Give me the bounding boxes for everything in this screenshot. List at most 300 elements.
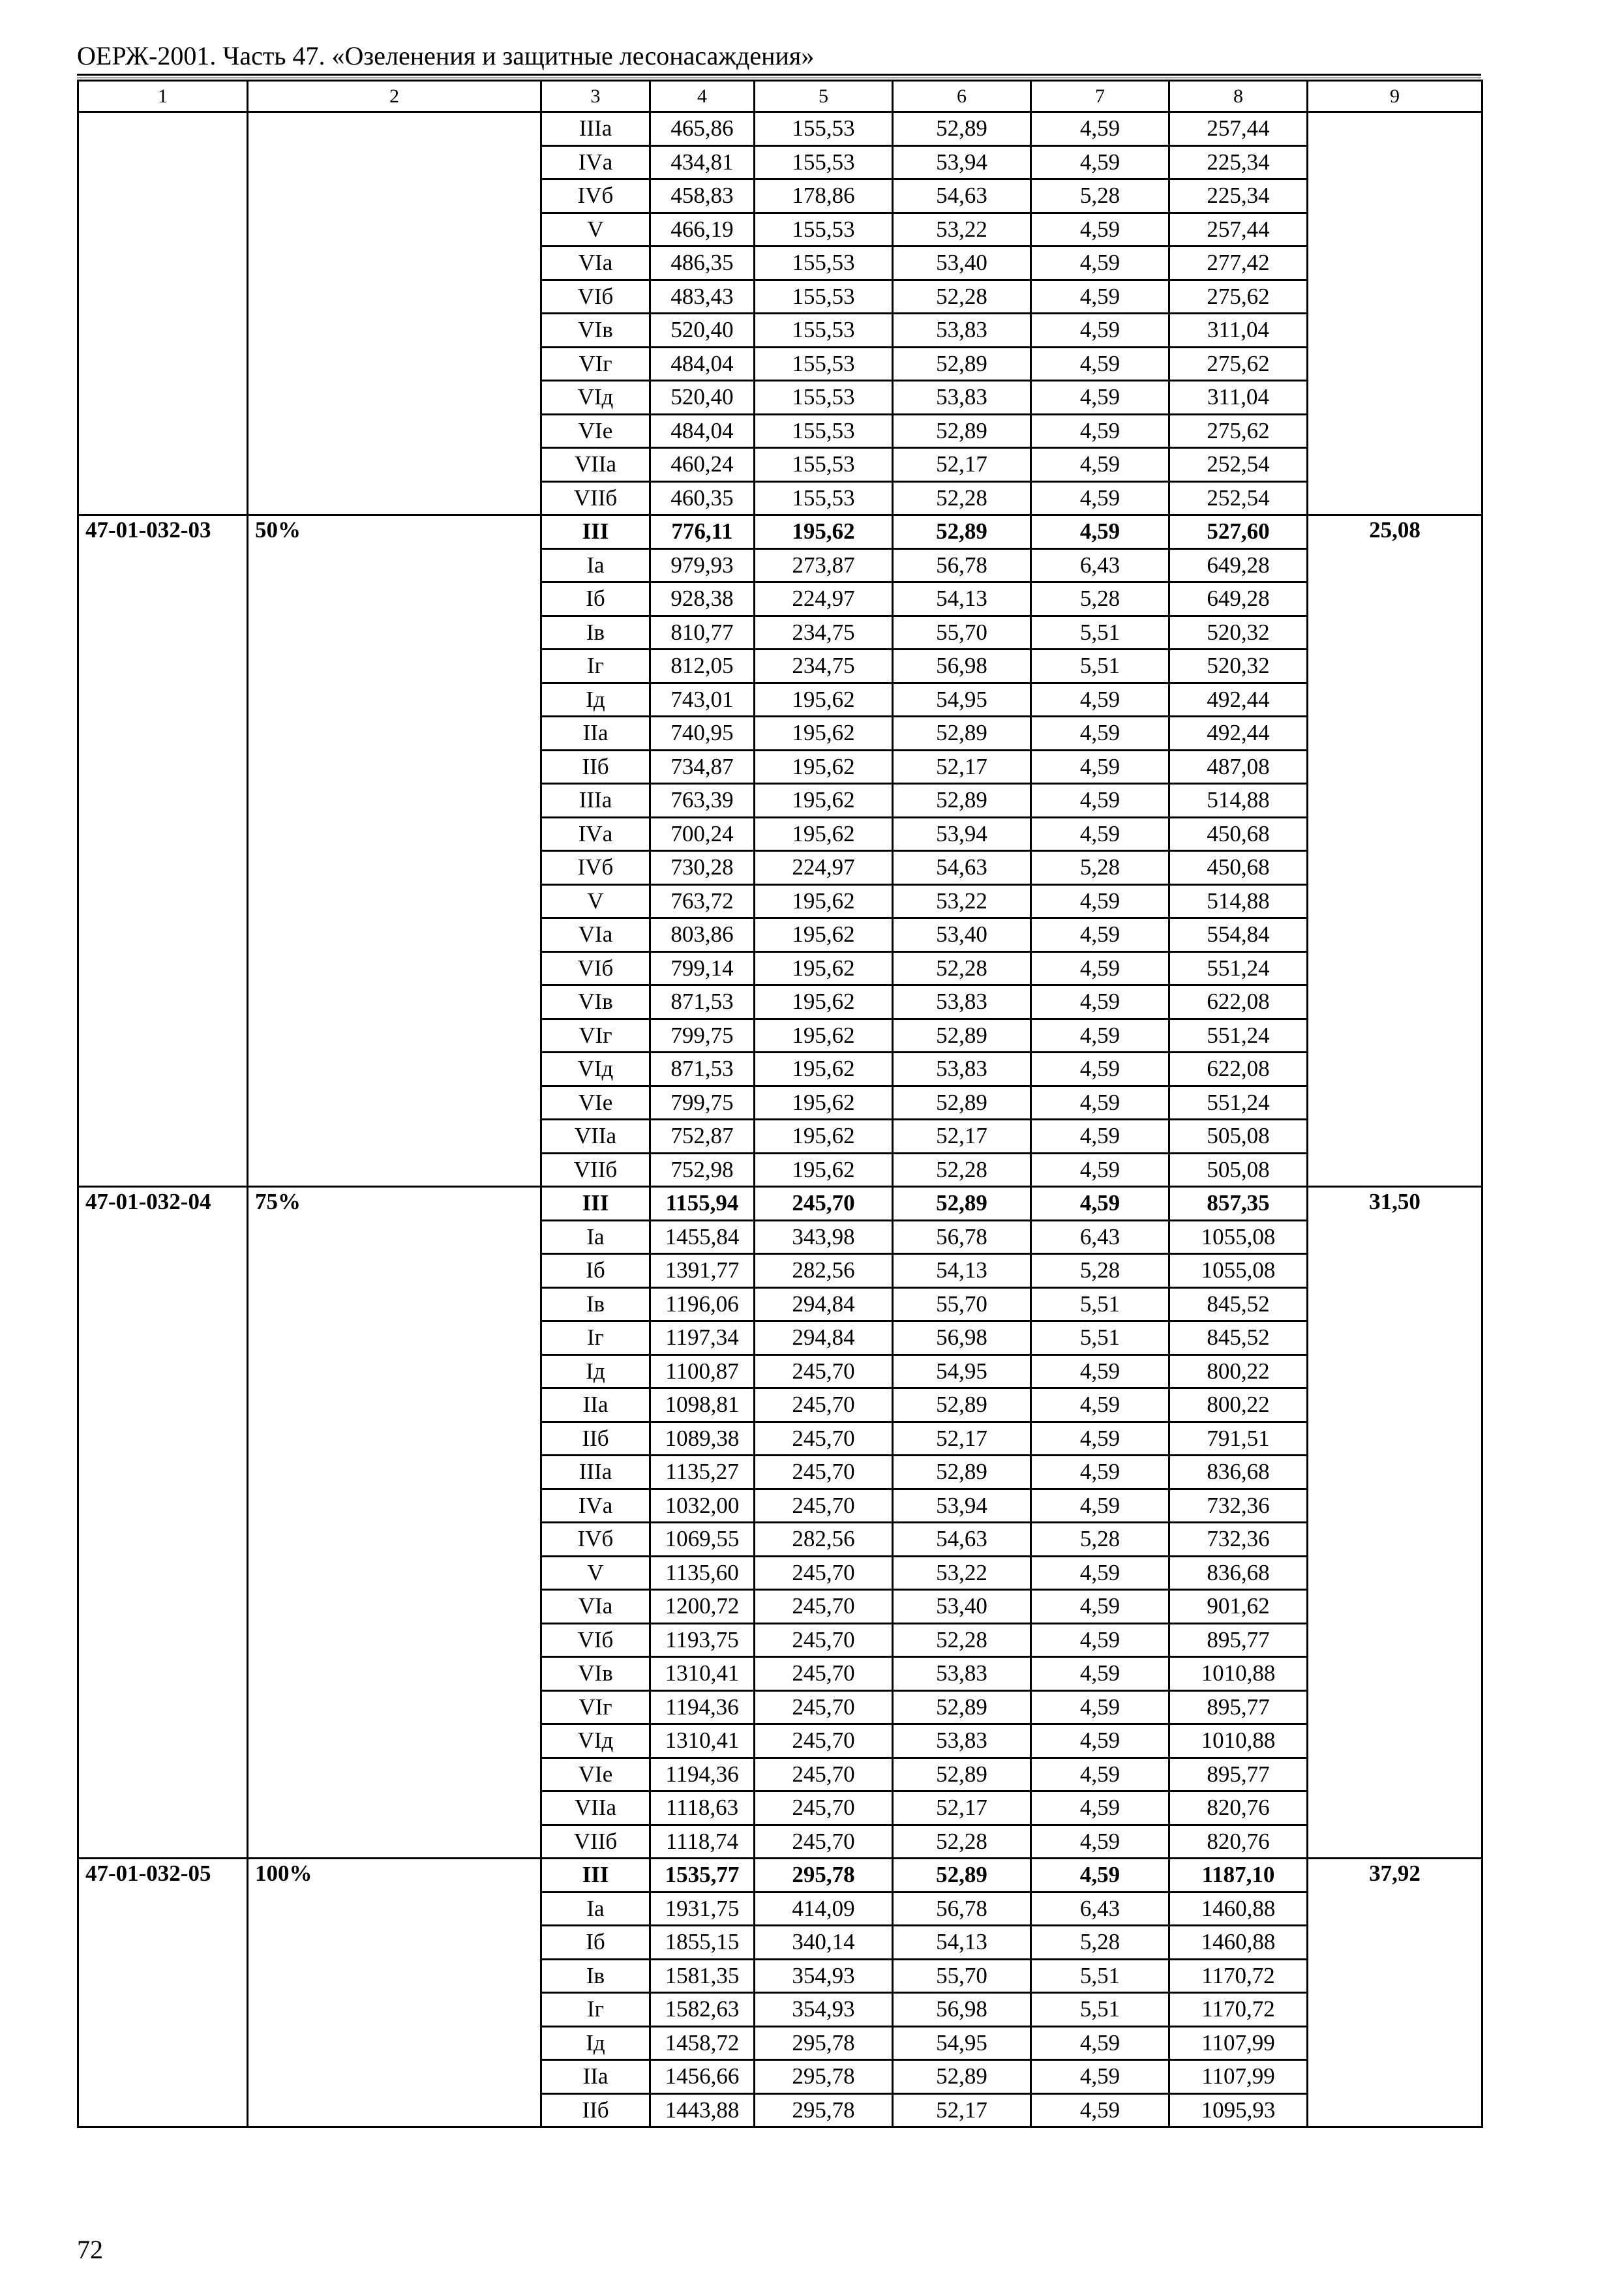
value-cell: 52,28	[893, 1153, 1031, 1187]
zone-cell: Iб	[541, 1926, 650, 1960]
value-cell: 195,62	[755, 1120, 893, 1154]
value-cell: 195,62	[755, 1053, 893, 1086]
value-cell: 836,68	[1169, 1556, 1308, 1590]
value-cell: 53,94	[893, 1489, 1031, 1523]
zone-cell: IVб	[541, 1523, 650, 1557]
value-cell: 273,87	[755, 548, 893, 582]
zone-cell: VIг	[541, 1690, 650, 1724]
value-cell: 245,70	[755, 1556, 893, 1590]
column-number-row	[78, 81, 1482, 112]
value-cell: 52,89	[893, 1690, 1031, 1724]
value-cell: 195,62	[755, 750, 893, 784]
value-cell: 1187,10	[1169, 1859, 1308, 1893]
rates-table	[77, 80, 1483, 2128]
value-cell: 551,24	[1169, 1019, 1308, 1053]
value-cell: 450,68	[1169, 817, 1308, 851]
value-cell: 799,14	[650, 951, 755, 985]
value-cell: 155,53	[755, 280, 893, 314]
value-cell: 1155,94	[650, 1187, 755, 1221]
value-cell: 4,59	[1031, 280, 1169, 314]
value-cell: 1855,15	[650, 1926, 755, 1960]
zone-cell: VIIа	[541, 1791, 650, 1825]
value-cell: 52,28	[893, 951, 1031, 985]
percent-cell: 100%	[248, 1859, 541, 2127]
value-cell: 54,13	[893, 582, 1031, 616]
value-cell: 1931,75	[650, 1892, 755, 1926]
value-cell: 622,08	[1169, 985, 1308, 1019]
zone-cell: IIб	[541, 1422, 650, 1456]
value-cell: 4,59	[1031, 1153, 1169, 1187]
value-cell: 53,83	[893, 381, 1031, 415]
value-cell: 4,59	[1031, 951, 1169, 985]
value-cell: 275,62	[1169, 280, 1308, 314]
value-cell: 800,22	[1169, 1354, 1308, 1388]
col9-cell: 31,50	[1308, 1187, 1482, 1859]
value-cell: 1581,35	[650, 1959, 755, 1993]
value-cell: 53,94	[893, 817, 1031, 851]
value-cell: 520,40	[650, 314, 755, 348]
value-cell: 52,89	[893, 347, 1031, 381]
value-cell: 195,62	[755, 1153, 893, 1187]
value-cell: 5,51	[1031, 1287, 1169, 1321]
value-cell: 245,70	[755, 1623, 893, 1657]
value-cell: 1582,63	[650, 1993, 755, 2027]
value-cell: 178,86	[755, 179, 893, 213]
zone-cell: VIе	[541, 1086, 650, 1120]
zone-cell: IVа	[541, 145, 650, 179]
percent-cell	[248, 112, 541, 515]
value-cell: 928,38	[650, 582, 755, 616]
zone-cell: Iд	[541, 1354, 650, 1388]
value-cell: 1194,36	[650, 1758, 755, 1791]
value-cell: 4,59	[1031, 1758, 1169, 1791]
zone-cell: VIIб	[541, 1153, 650, 1187]
value-cell: 4,59	[1031, 2093, 1169, 2127]
value-cell: 1458,72	[650, 2026, 755, 2060]
page-number: 72	[77, 2235, 103, 2264]
value-cell: 54,63	[893, 851, 1031, 885]
value-cell: 1194,36	[650, 1690, 755, 1724]
value-cell: 1098,81	[650, 1388, 755, 1422]
value-cell: 245,70	[755, 1422, 893, 1456]
value-cell: 155,53	[755, 414, 893, 448]
value-cell: 295,78	[755, 2093, 893, 2127]
zone-cell: IIа	[541, 717, 650, 751]
table-row	[78, 515, 1482, 549]
zone-cell: Iа	[541, 548, 650, 582]
value-cell: 195,62	[755, 884, 893, 918]
value-cell: 460,24	[650, 448, 755, 482]
zone-cell: VIб	[541, 280, 650, 314]
value-cell: 1055,08	[1169, 1220, 1308, 1254]
value-cell: 195,62	[755, 817, 893, 851]
zone-cell: V	[541, 1556, 650, 1590]
value-cell: 895,77	[1169, 1623, 1308, 1657]
value-cell: 1170,72	[1169, 1959, 1308, 1993]
value-cell: 195,62	[755, 683, 893, 717]
value-cell: 54,63	[893, 1523, 1031, 1557]
zone-cell: Iа	[541, 1892, 650, 1926]
value-cell: 776,11	[650, 515, 755, 549]
value-cell: 257,44	[1169, 213, 1308, 247]
value-cell: 295,78	[755, 2026, 893, 2060]
value-cell: 514,88	[1169, 884, 1308, 918]
value-cell: 743,01	[650, 683, 755, 717]
value-cell: 245,70	[755, 1758, 893, 1791]
value-cell: 5,51	[1031, 1321, 1169, 1355]
zone-cell: VIIа	[541, 448, 650, 482]
value-cell: 1310,41	[650, 1724, 755, 1758]
value-cell: 155,53	[755, 381, 893, 415]
value-cell: 763,72	[650, 884, 755, 918]
value-cell: 1391,77	[650, 1254, 755, 1288]
column-number: 9	[1308, 81, 1482, 112]
value-cell: 52,17	[893, 2093, 1031, 2127]
value-cell: 311,04	[1169, 314, 1308, 348]
zone-cell: VIв	[541, 1657, 650, 1691]
value-cell: 845,52	[1169, 1287, 1308, 1321]
value-cell: 4,59	[1031, 1019, 1169, 1053]
value-cell: 56,78	[893, 548, 1031, 582]
value-cell: 4,59	[1031, 918, 1169, 952]
value-cell: 551,24	[1169, 1086, 1308, 1120]
value-cell: 53,94	[893, 145, 1031, 179]
value-cell: 520,40	[650, 381, 755, 415]
zone-cell: Iг	[541, 650, 650, 683]
zone-cell: VIг	[541, 1019, 650, 1053]
value-cell: 224,97	[755, 582, 893, 616]
zone-cell: III	[541, 1187, 650, 1221]
value-cell: 791,51	[1169, 1422, 1308, 1456]
value-cell: 1010,88	[1169, 1724, 1308, 1758]
value-cell: 4,59	[1031, 1556, 1169, 1590]
value-cell: 52,28	[893, 1825, 1031, 1859]
value-cell: 4,59	[1031, 1354, 1169, 1388]
table-row	[78, 112, 1482, 146]
value-cell: 4,59	[1031, 314, 1169, 348]
zone-cell: VIIб	[541, 481, 650, 515]
column-number: 7	[1031, 81, 1169, 112]
value-cell: 52,89	[893, 1758, 1031, 1791]
value-cell: 252,54	[1169, 448, 1308, 482]
page-header: ОЕРЖ-2001. Часть 47. «Озеленения и защитные лесонасаждения»	[77, 41, 815, 70]
value-cell: 52,17	[893, 1120, 1031, 1154]
col9-cell: 25,08	[1308, 515, 1482, 1187]
value-cell: 225,34	[1169, 179, 1308, 213]
value-cell: 195,62	[755, 985, 893, 1019]
value-cell: 4,59	[1031, 247, 1169, 280]
value-cell: 245,70	[755, 1354, 893, 1388]
value-cell: 5,51	[1031, 616, 1169, 650]
value-cell: 195,62	[755, 951, 893, 985]
value-cell: 245,70	[755, 1456, 893, 1489]
value-cell: 52,89	[893, 1019, 1031, 1053]
value-cell: 56,78	[893, 1220, 1031, 1254]
value-cell: 277,42	[1169, 247, 1308, 280]
value-cell: 5,51	[1031, 650, 1169, 683]
value-cell: 1460,88	[1169, 1926, 1308, 1960]
zone-cell: VIб	[541, 951, 650, 985]
value-cell: 1443,88	[650, 2093, 755, 2127]
value-cell: 275,62	[1169, 347, 1308, 381]
zone-cell: VIIб	[541, 1825, 650, 1859]
value-cell: 245,70	[755, 1825, 893, 1859]
zone-cell: VIа	[541, 1590, 650, 1624]
value-cell: 1200,72	[650, 1590, 755, 1624]
table-row	[78, 1859, 1482, 1893]
value-cell: 155,53	[755, 112, 893, 146]
value-cell: 1135,27	[650, 1456, 755, 1489]
value-cell: 649,28	[1169, 548, 1308, 582]
value-cell: 649,28	[1169, 582, 1308, 616]
value-cell: 414,09	[755, 1892, 893, 1926]
value-cell: 53,40	[893, 247, 1031, 280]
zone-cell: IVб	[541, 179, 650, 213]
value-cell: 483,43	[650, 280, 755, 314]
value-cell: 282,56	[755, 1523, 893, 1557]
value-cell: 56,98	[893, 1321, 1031, 1355]
value-cell: 53,83	[893, 314, 1031, 348]
value-cell: 354,93	[755, 1993, 893, 2027]
value-cell: 1107,99	[1169, 2026, 1308, 2060]
column-number: 8	[1169, 81, 1308, 112]
value-cell: 52,17	[893, 1422, 1031, 1456]
value-cell: 4,59	[1031, 213, 1169, 247]
value-cell: 5,28	[1031, 851, 1169, 885]
value-cell: 5,51	[1031, 1959, 1169, 1993]
value-cell: 245,70	[755, 1657, 893, 1691]
value-cell: 484,04	[650, 347, 755, 381]
value-cell: 195,62	[755, 1086, 893, 1120]
value-cell: 434,81	[650, 145, 755, 179]
value-cell: 895,77	[1169, 1758, 1308, 1791]
value-cell: 55,70	[893, 1287, 1031, 1321]
value-cell: 527,60	[1169, 515, 1308, 549]
column-number: 4	[650, 81, 755, 112]
zone-cell: Iв	[541, 1287, 650, 1321]
value-cell: 734,87	[650, 750, 755, 784]
value-cell: 810,77	[650, 616, 755, 650]
value-cell: 54,95	[893, 683, 1031, 717]
value-cell: 275,62	[1169, 414, 1308, 448]
value-cell: 871,53	[650, 985, 755, 1019]
value-cell: 4,59	[1031, 985, 1169, 1019]
value-cell: 1535,77	[650, 1859, 755, 1893]
value-cell: 1135,60	[650, 1556, 755, 1590]
value-cell: 56,98	[893, 650, 1031, 683]
zone-cell: IVа	[541, 1489, 650, 1523]
value-cell: 622,08	[1169, 1053, 1308, 1086]
value-cell: 1460,88	[1169, 1892, 1308, 1926]
zone-cell: VIIа	[541, 1120, 650, 1154]
zone-cell: VIа	[541, 918, 650, 952]
value-cell: 1095,93	[1169, 2093, 1308, 2127]
value-cell: 52,89	[893, 1859, 1031, 1893]
col9-cell	[1308, 112, 1482, 515]
zone-cell: VIв	[541, 985, 650, 1019]
value-cell: 5,28	[1031, 1254, 1169, 1288]
value-cell: 224,97	[755, 851, 893, 885]
value-cell: 505,08	[1169, 1120, 1308, 1154]
zone-cell: VIа	[541, 247, 650, 280]
value-cell: 1118,74	[650, 1825, 755, 1859]
zone-cell: VIг	[541, 347, 650, 381]
value-cell: 4,59	[1031, 1590, 1169, 1624]
value-cell: 901,62	[1169, 1590, 1308, 1624]
value-cell: 450,68	[1169, 851, 1308, 885]
value-cell: 4,59	[1031, 2026, 1169, 2060]
value-cell: 466,19	[650, 213, 755, 247]
value-cell: 53,22	[893, 213, 1031, 247]
value-cell: 700,24	[650, 817, 755, 851]
value-cell: 800,22	[1169, 1388, 1308, 1422]
value-cell: 1193,75	[650, 1623, 755, 1657]
column-number: 3	[541, 81, 650, 112]
value-cell: 730,28	[650, 851, 755, 885]
value-cell: 1455,84	[650, 1220, 755, 1254]
value-cell: 1069,55	[650, 1523, 755, 1557]
value-cell: 4,59	[1031, 515, 1169, 549]
value-cell: 4,59	[1031, 1623, 1169, 1657]
value-cell: 4,59	[1031, 1657, 1169, 1691]
value-cell: 6,43	[1031, 1892, 1169, 1926]
zone-cell: Iб	[541, 582, 650, 616]
zone-cell: IVб	[541, 851, 650, 885]
value-cell: 4,59	[1031, 381, 1169, 415]
value-cell: 1310,41	[650, 1657, 755, 1691]
value-cell: 4,59	[1031, 1825, 1169, 1859]
value-cell: 294,84	[755, 1287, 893, 1321]
value-cell: 520,32	[1169, 650, 1308, 683]
value-cell: 799,75	[650, 1086, 755, 1120]
value-cell: 1032,00	[650, 1489, 755, 1523]
value-cell: 52,28	[893, 481, 1031, 515]
value-cell: 1170,72	[1169, 1993, 1308, 2027]
value-cell: 1196,06	[650, 1287, 755, 1321]
value-cell: 155,53	[755, 347, 893, 381]
value-cell: 54,13	[893, 1926, 1031, 1960]
value-cell: 56,98	[893, 1993, 1031, 2027]
value-cell: 4,59	[1031, 2060, 1169, 2094]
value-cell: 4,59	[1031, 1187, 1169, 1221]
value-cell: 225,34	[1169, 145, 1308, 179]
value-cell: 4,59	[1031, 884, 1169, 918]
zone-cell: IIб	[541, 750, 650, 784]
value-cell: 845,52	[1169, 1321, 1308, 1355]
zone-cell: III	[541, 515, 650, 549]
value-cell: 155,53	[755, 145, 893, 179]
zone-cell: VIе	[541, 414, 650, 448]
zone-cell: Iв	[541, 1959, 650, 1993]
value-cell: 343,98	[755, 1220, 893, 1254]
zone-cell: VIд	[541, 1053, 650, 1086]
value-cell: 458,83	[650, 179, 755, 213]
value-cell: 4,59	[1031, 683, 1169, 717]
value-cell: 54,13	[893, 1254, 1031, 1288]
value-cell: 5,28	[1031, 179, 1169, 213]
value-cell: 155,53	[755, 448, 893, 482]
value-cell: 1197,34	[650, 1321, 755, 1355]
value-cell: 52,28	[893, 1623, 1031, 1657]
value-cell: 4,59	[1031, 448, 1169, 482]
value-cell: 740,95	[650, 717, 755, 751]
value-cell: 311,04	[1169, 381, 1308, 415]
zone-cell: VIб	[541, 1623, 650, 1657]
value-cell: 4,59	[1031, 717, 1169, 751]
value-cell: 155,53	[755, 481, 893, 515]
rate-code: 47-01-032-05	[78, 1859, 248, 2127]
value-cell: 52,89	[893, 2060, 1031, 2094]
value-cell: 55,70	[893, 616, 1031, 650]
col9-cell: 37,92	[1308, 1859, 1482, 2127]
value-cell: 53,83	[893, 1053, 1031, 1086]
value-cell: 52,89	[893, 717, 1031, 751]
column-number: 1	[78, 81, 248, 112]
zone-cell: V	[541, 884, 650, 918]
value-cell: 4,59	[1031, 817, 1169, 851]
value-cell: 4,59	[1031, 1690, 1169, 1724]
zone-cell: VIв	[541, 314, 650, 348]
zone-cell: IIIа	[541, 1456, 650, 1489]
zone-cell: IVа	[541, 817, 650, 851]
value-cell: 4,59	[1031, 1422, 1169, 1456]
value-cell: 486,35	[650, 247, 755, 280]
value-cell: 53,22	[893, 884, 1031, 918]
value-cell: 732,36	[1169, 1489, 1308, 1523]
value-cell: 54,63	[893, 179, 1031, 213]
value-cell: 871,53	[650, 1053, 755, 1086]
value-cell: 803,86	[650, 918, 755, 952]
value-cell: 1089,38	[650, 1422, 755, 1456]
table-row	[78, 1187, 1482, 1221]
value-cell: 505,08	[1169, 1153, 1308, 1187]
value-cell: 895,77	[1169, 1690, 1308, 1724]
value-cell: 195,62	[755, 1019, 893, 1053]
rate-code	[78, 112, 248, 515]
value-cell: 245,70	[755, 1489, 893, 1523]
zone-cell: Iг	[541, 1993, 650, 2027]
value-cell: 257,44	[1169, 112, 1308, 146]
column-number: 2	[248, 81, 541, 112]
value-cell: 4,59	[1031, 750, 1169, 784]
value-cell: 53,40	[893, 918, 1031, 952]
value-cell: 245,70	[755, 1187, 893, 1221]
value-cell: 245,70	[755, 1791, 893, 1825]
value-cell: 836,68	[1169, 1456, 1308, 1489]
value-cell: 52,17	[893, 448, 1031, 482]
value-cell: 6,43	[1031, 1220, 1169, 1254]
zone-cell: V	[541, 213, 650, 247]
value-cell: 514,88	[1169, 784, 1308, 818]
value-cell: 54,95	[893, 2026, 1031, 2060]
value-cell: 295,78	[755, 1859, 893, 1893]
value-cell: 4,59	[1031, 1456, 1169, 1489]
zone-cell: IIб	[541, 2093, 650, 2127]
value-cell: 155,53	[755, 247, 893, 280]
value-cell: 4,59	[1031, 1859, 1169, 1893]
rate-code: 47-01-032-04	[78, 1187, 248, 1859]
value-cell: 6,43	[1031, 548, 1169, 582]
value-cell: 5,28	[1031, 1523, 1169, 1557]
value-cell: 52,28	[893, 280, 1031, 314]
value-cell: 52,17	[893, 1791, 1031, 1825]
value-cell: 732,36	[1169, 1523, 1308, 1557]
value-cell: 52,89	[893, 112, 1031, 146]
value-cell: 799,75	[650, 1019, 755, 1053]
value-cell: 52,89	[893, 414, 1031, 448]
value-cell: 520,32	[1169, 616, 1308, 650]
value-cell: 195,62	[755, 784, 893, 818]
